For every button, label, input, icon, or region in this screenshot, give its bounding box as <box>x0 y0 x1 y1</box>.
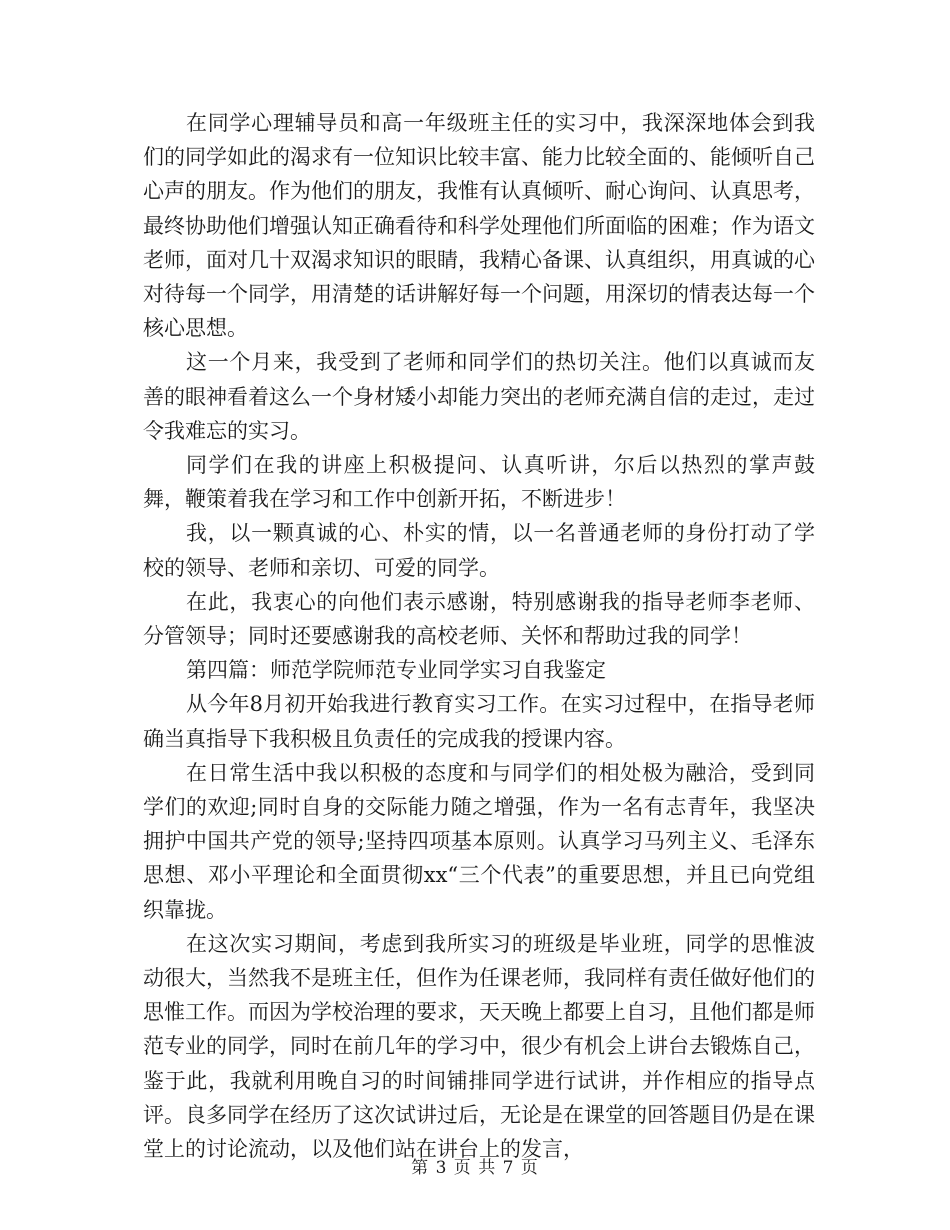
section-heading: 第四篇：师范学院师范专业同学实习自我鉴定 <box>186 658 606 683</box>
paragraph-6: 从今年8月初开始我进行教育实习工作。在实习过程中，在指导老师确当真指导下我积极且负责任的完成我的授课内容。 <box>143 692 815 751</box>
paragraph-4: 我，以一颗真诚的心、朴实的情，以一名普通老师的身份打动了学校的领导、老师和亲切、可爱的同学。 <box>143 521 815 580</box>
paragraph-7: 在日常生活中我以积极的态度和与同学们的相处极为融洽，受到同学们的欢迎;同时自身的交际能力随之增强，作为一名有志青年，我坚决拥护中国共产党的领导;坚持四项基本原则。认真学习马列主义、毛泽东思想、邓小平理论和全面贯彻xx“三个代表”的重要思想，并且已向党组织靠拢。 <box>143 760 815 922</box>
paragraph-5: 在此，我衷心的向他们表示感谢，特别感谢我的指导老师李老师、分管领导；同时还要感谢我的高校老师、关怀和帮助过我的同学！ <box>143 589 815 649</box>
paragraph-2: 这一个月来，我受到了老师和同学们的热切关注。他们以真诚而友善的眼神看着这么一个身材矮小却能力突出的老师充满自信的走过，走过令我难忘的实习。 <box>143 350 815 443</box>
document-body <box>143 106 815 1166</box>
paragraph-1: 在同学心理辅导员和高一年级班主任的实习中，我深深地体会到我们的同学如此的渴求有一位知识比较丰富、能力比较全面的、能倾听自己心声的朋友。作为他们的朋友，我惟有认真倾听、耐心询问、认真思考，最终协助他们增强认知正确看待和科学处理他们所面临的困难；作为语文老师，面对几十双渴求知识的眼睛，我精心备课、认真组织，用真诚的心对待每一个同学，用清楚的话讲解好每一个问题，用深切的情表达每一个核心思想。 <box>143 111 815 341</box>
paragraph-3: 同学们在我的讲座上积极提问、认真听讲，尔后以热烈的掌声鼓舞，鞭策着我在学习和工作中创新开拓，不断进步！ <box>143 453 815 512</box>
paragraph-8: 在这次实习期间，考虑到我所实习的班级是毕业班，同学的思惟波动很大，当然我不是班主任，但作为任课老师，我同样有责任做好他们的思惟工作。而因为学校治理的要求，天天晚上都要上自习，且他们都是师范专业的同学，同时在前几年的学习中，很少有机会上讲台去锻炼自己，鉴于此，我就利用晚自习的时间铺排同学进行试讲，并作相应的指导点评。良多同学在经历了这次试讲过后，无论是在课堂的回答题目仍是在课堂上的讨论流动，以及他们站在讲台上的发言， <box>143 931 815 1162</box>
page-number-footer: 第 3 页 共 7 页 <box>411 1158 539 1178</box>
